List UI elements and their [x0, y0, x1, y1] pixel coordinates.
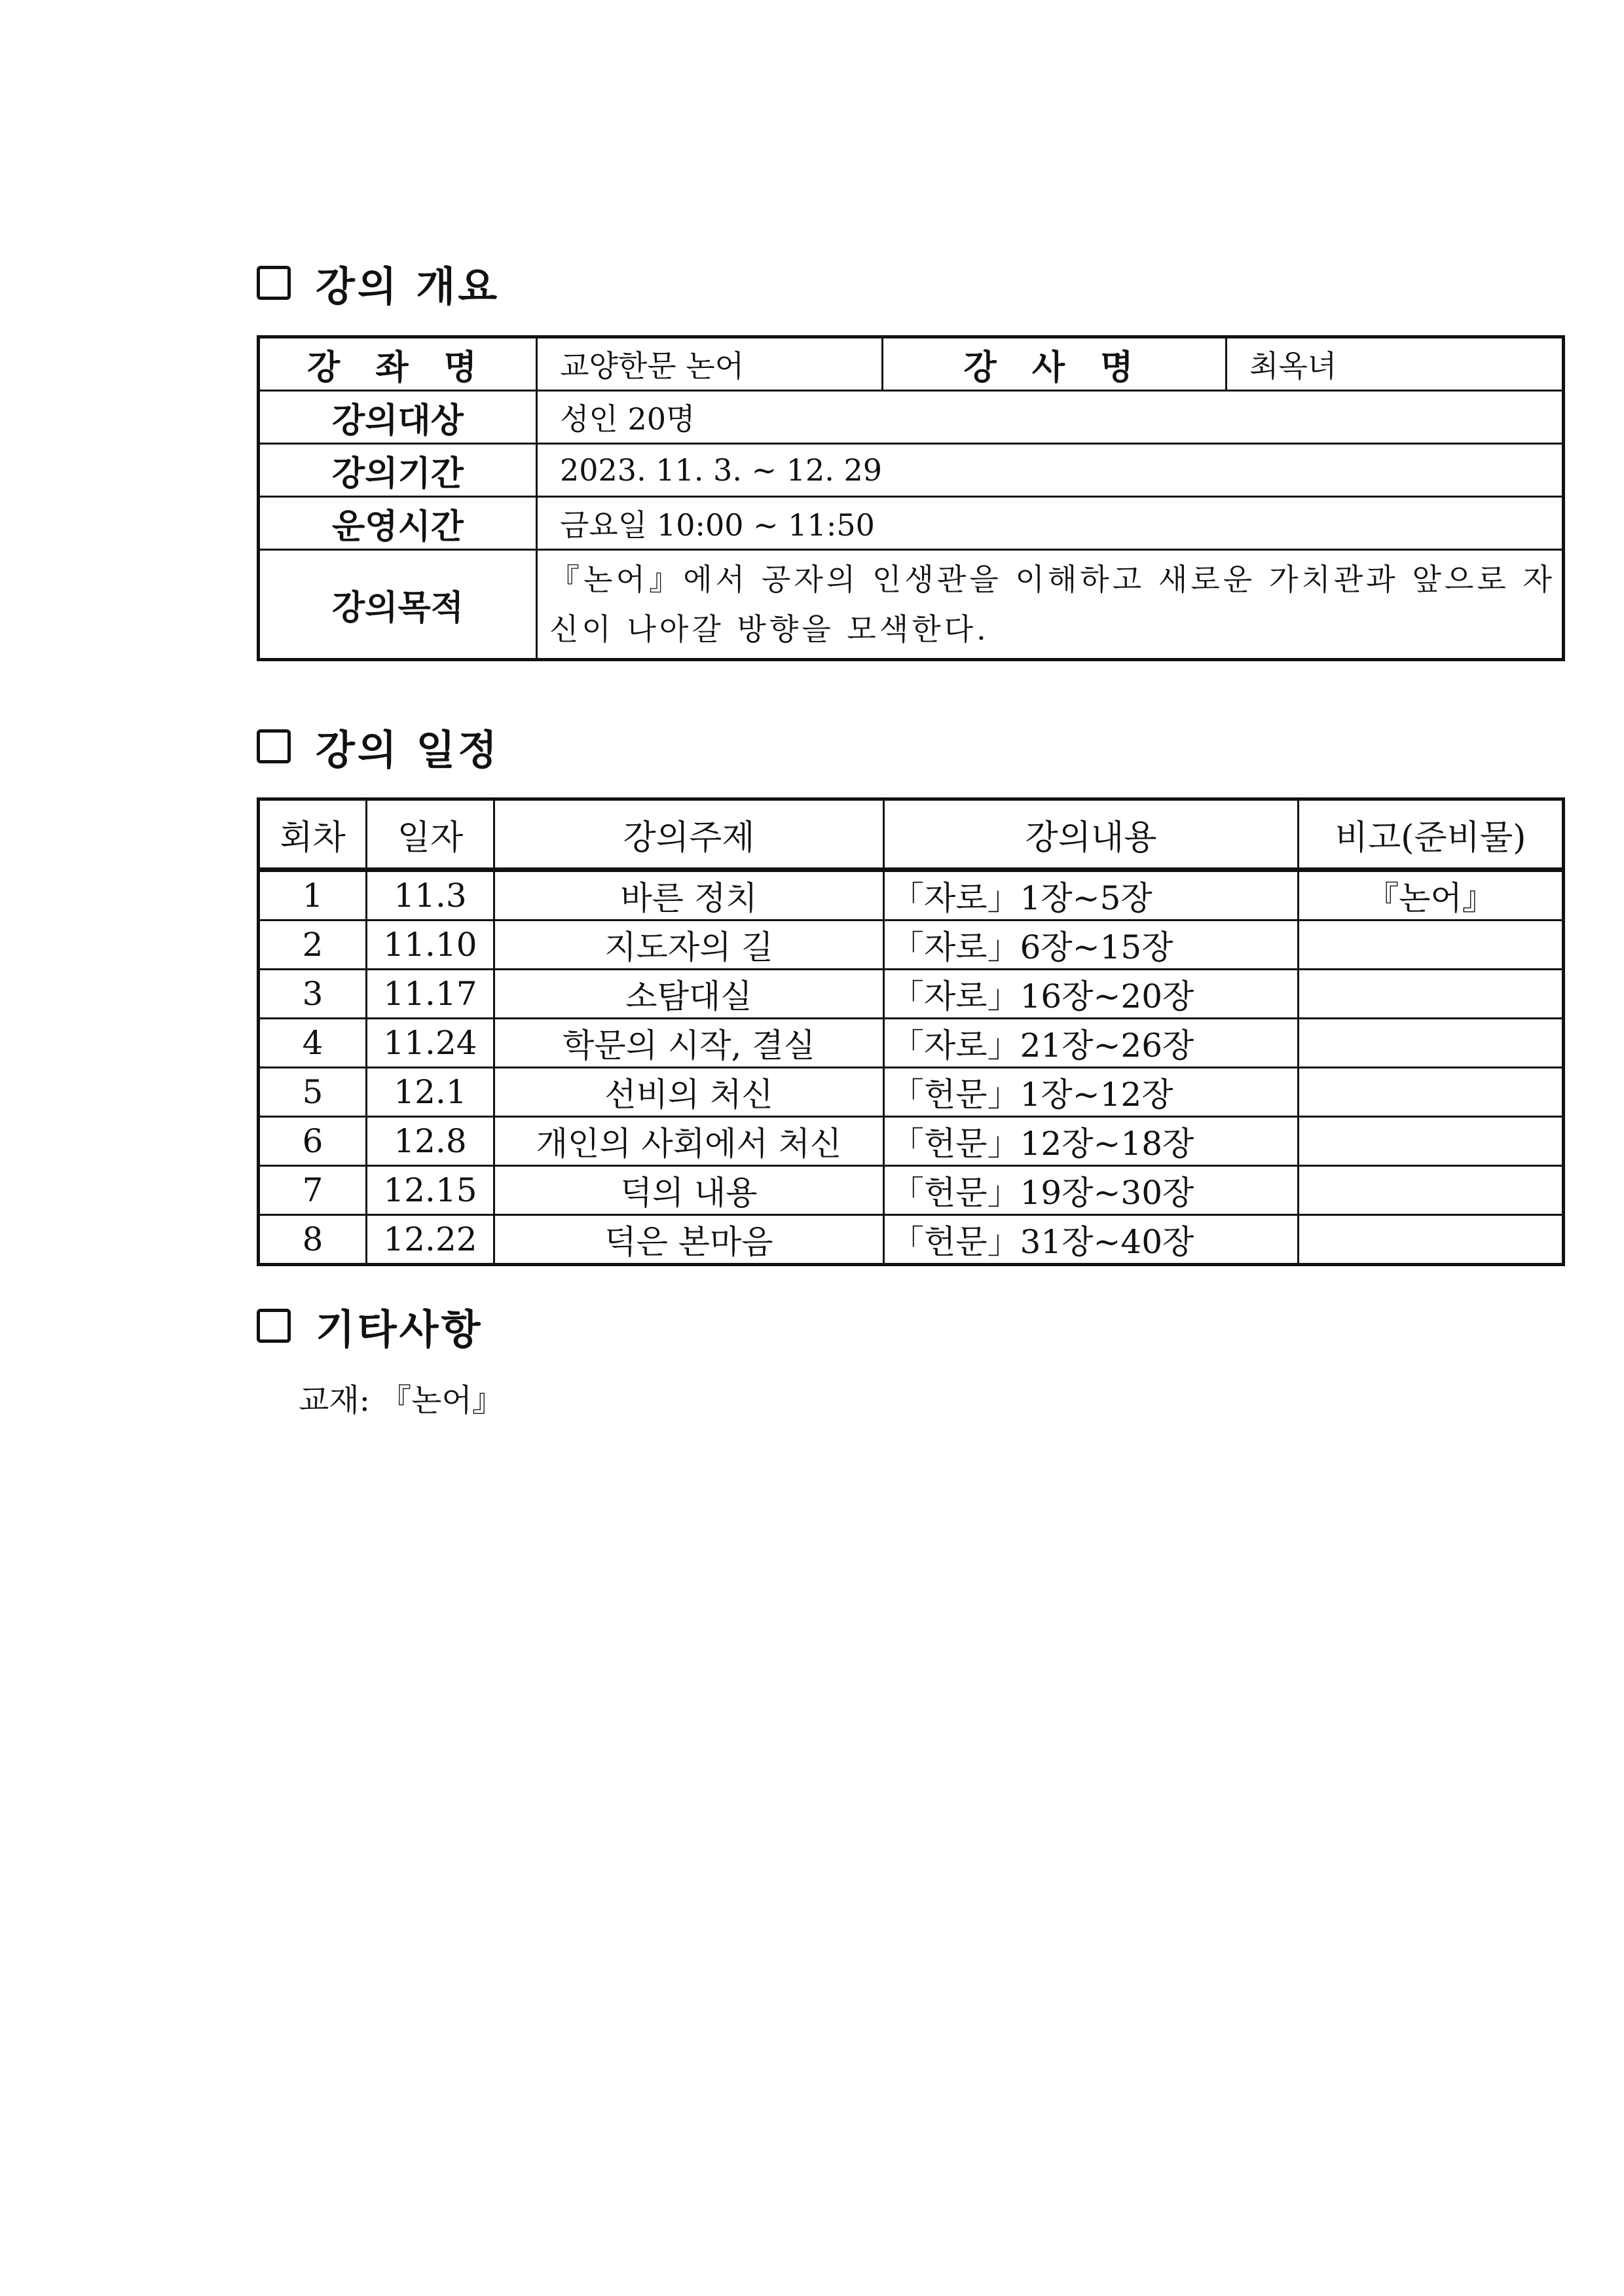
overview-row-purpose	[259, 550, 1564, 660]
misc-heading-text: 기타사항	[316, 1305, 483, 1353]
overview-heading-text: 강의 개요	[316, 262, 500, 310]
session-note	[1299, 1117, 1564, 1166]
period-value: 2023. 11. 3. ~ 12. 29	[537, 444, 1564, 497]
session-no: 5	[259, 1068, 367, 1117]
session-note	[1299, 1166, 1564, 1215]
checkbox-icon	[257, 729, 291, 763]
time-label: 운영시간	[259, 497, 537, 550]
overview-row-time	[259, 497, 1564, 550]
schedule-table	[257, 797, 1565, 1266]
schedule-heading-text: 강의 일정	[316, 725, 500, 774]
session-no: 7	[259, 1166, 367, 1215]
session-date: 12.1	[367, 1068, 494, 1117]
instructor-value: 최옥녀	[1227, 337, 1564, 391]
session-no: 4	[259, 1019, 367, 1068]
overview-row-course	[259, 337, 1564, 391]
checkbox-icon	[257, 266, 291, 300]
session-date: 11.17	[367, 970, 494, 1019]
checkbox-icon	[257, 1309, 291, 1343]
session-note	[1299, 970, 1564, 1019]
session-topic: 학문의 시작, 결실	[494, 1019, 884, 1068]
session-note	[1299, 1019, 1564, 1068]
session-topic: 덕의 내용	[494, 1166, 884, 1215]
target-value: 성인 20명	[537, 391, 1564, 444]
session-no: 2	[259, 920, 367, 970]
column-header-date: 일자	[367, 799, 494, 870]
column-header-no: 회차	[259, 799, 367, 870]
overview-row-target	[259, 391, 1564, 444]
textbook-text: 교재: 『논어』	[299, 1382, 504, 1419]
table-row	[259, 1068, 1564, 1117]
course-name-label: 강 좌 명	[259, 337, 537, 391]
overview-row-period	[259, 444, 1564, 497]
session-content: 「헌문」12장~18장	[884, 1117, 1299, 1166]
table-row	[259, 870, 1564, 920]
misc-heading	[257, 1300, 483, 1352]
session-content: 「자로」1장~5장	[884, 870, 1299, 920]
session-content: 「헌문」1장~12장	[884, 1068, 1299, 1117]
session-note	[1299, 1215, 1564, 1265]
session-no: 6	[259, 1117, 367, 1166]
period-label: 강의기간	[259, 444, 537, 497]
session-topic: 개인의 사회에서 처신	[494, 1117, 884, 1166]
session-content: 「자로」21장~26장	[884, 1019, 1299, 1068]
session-date: 12.15	[367, 1166, 494, 1215]
table-row	[259, 1166, 1564, 1215]
purpose-label: 강의목적	[259, 550, 537, 660]
session-topic: 바른 정치	[494, 870, 884, 920]
table-row	[259, 970, 1564, 1019]
session-date: 11.10	[367, 920, 494, 970]
target-label: 강의대상	[259, 391, 537, 444]
session-date: 11.24	[367, 1019, 494, 1068]
time-value: 금요일 10:00 ~ 11:50	[537, 497, 1564, 550]
session-note	[1299, 1068, 1564, 1117]
overview-table	[257, 335, 1565, 661]
session-content: 「헌문」19장~30장	[884, 1166, 1299, 1215]
column-header-topic: 강의주제	[494, 799, 884, 870]
session-topic: 덕은 본마음	[494, 1215, 884, 1265]
session-date: 11.3	[367, 870, 494, 920]
session-topic: 소탐대실	[494, 970, 884, 1019]
table-row	[259, 920, 1564, 970]
session-date: 12.8	[367, 1117, 494, 1166]
session-note: 『논어』	[1299, 870, 1564, 920]
schedule-heading	[257, 720, 500, 773]
instructor-label: 강 사 명	[883, 337, 1227, 391]
table-row	[259, 1215, 1564, 1265]
session-content: 「자로」6장~15장	[884, 920, 1299, 970]
session-content: 「헌문」31장~40장	[884, 1215, 1299, 1265]
session-content: 「자로」16장~20장	[884, 970, 1299, 1019]
table-row	[259, 1117, 1564, 1166]
session-topic: 지도자의 길	[494, 920, 884, 970]
overview-heading	[257, 257, 500, 309]
session-no: 1	[259, 870, 367, 920]
session-no: 8	[259, 1215, 367, 1265]
purpose-value: 『논어』에서 공자의 인생관을 이해하고 새로운 가치관과 앞으로 자신이 나아갈 방향을 모색한다.	[537, 550, 1564, 660]
column-header-content: 강의내용	[884, 799, 1299, 870]
column-header-note: 비고(준비물)	[1299, 799, 1564, 870]
session-no: 3	[259, 970, 367, 1019]
course-name-value: 교양한문 논어	[537, 337, 883, 391]
session-topic: 선비의 처신	[494, 1068, 884, 1117]
schedule-header-row	[259, 799, 1564, 870]
session-note	[1299, 920, 1564, 970]
table-row	[259, 1019, 1564, 1068]
session-date: 12.22	[367, 1215, 494, 1265]
